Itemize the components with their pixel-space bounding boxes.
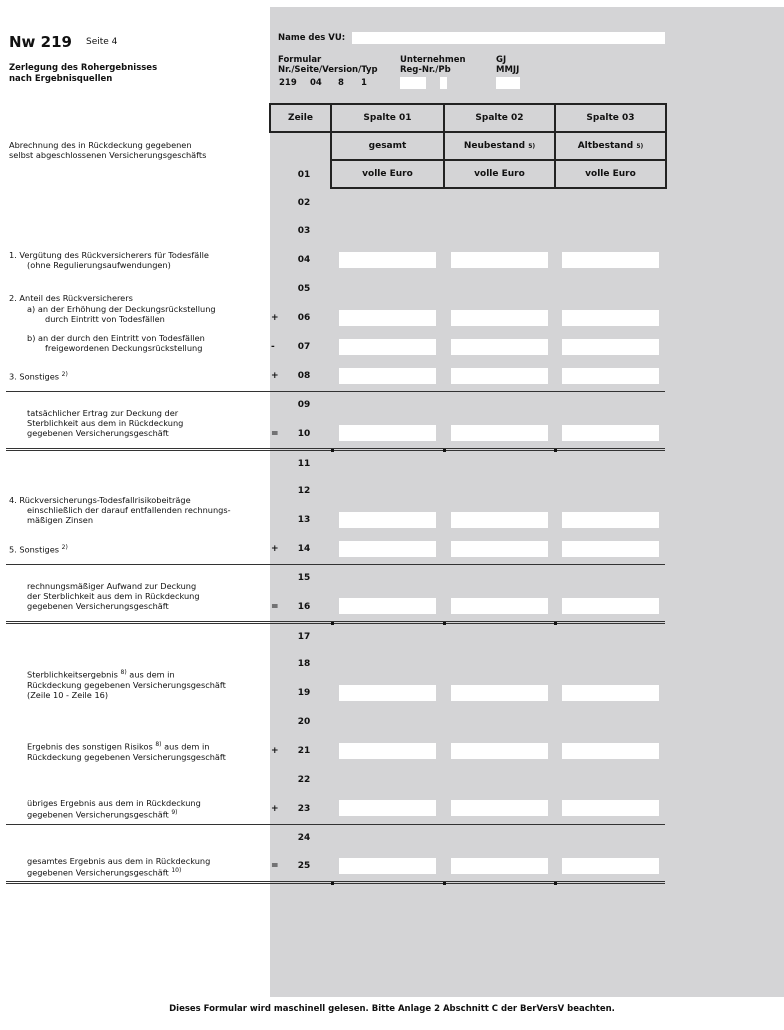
unit-spalte-02: volle Euro <box>443 159 556 189</box>
divider-line <box>6 824 665 825</box>
subheader-gesamt: gesamt <box>330 131 445 161</box>
tick-mark <box>443 882 446 885</box>
row-number-22: 22 <box>297 775 311 785</box>
row-number-25: 25 <box>297 861 311 871</box>
row-number-23: 23 <box>297 804 311 814</box>
sign-row-21: + <box>271 746 279 756</box>
input-row-07-spalte-01[interactable] <box>339 339 436 355</box>
input-row-16-spalte-01[interactable] <box>339 598 436 614</box>
divider-line <box>6 391 665 392</box>
input-row-14-spalte-01[interactable] <box>339 541 436 557</box>
formular-seite-value: 04 <box>310 78 322 88</box>
name-label: Name des VU: <box>278 33 346 43</box>
label-row-16: rechnungsmäßiger Aufwand zur Deckung der Sterblichkeit aus dem in Rückdeckung gegebenen Versicherungsgeschäft <box>27 581 200 611</box>
footer-note: Dieses Formular wird maschinell gelesen. Bitte Anlage 2 Abschnitt C der BerVersV beachten. <box>169 1004 615 1014</box>
label-row-08: 3. Sonstiges $^{2)}$ <box>9 371 68 382</box>
label-row-07: b) an der durch den Eintritt von Todesfällen freigewordenen Deckungsrückstellung <box>27 333 205 353</box>
row-number-02: 02 <box>297 198 311 208</box>
row-number-17: 17 <box>297 632 311 642</box>
input-row-07-spalte-03[interactable] <box>562 339 659 355</box>
unternehmen-label: Unternehmen Reg-Nr./Pb <box>400 55 466 75</box>
input-row-21-spalte-02[interactable] <box>451 743 548 759</box>
label-row-19: Sterblichkeitsergebnis $^{8)}$ aus dem in Rückdeckung gegebenen Versicherungsgeschäft (Zeile 10 - Zeile 16) <box>27 669 226 700</box>
row-number-10: 10 <box>297 429 311 439</box>
row-number-05: 05 <box>297 284 311 294</box>
tick-mark <box>443 622 446 625</box>
tick-mark <box>331 449 334 452</box>
input-row-07-spalte-02[interactable] <box>451 339 548 355</box>
tick-mark <box>554 882 557 885</box>
input-row-23-spalte-01[interactable] <box>339 800 436 816</box>
row-number-19: 19 <box>297 688 311 698</box>
input-row-21-spalte-01[interactable] <box>339 743 436 759</box>
row-number-03: 03 <box>297 226 311 236</box>
sign-row-07: - <box>271 342 275 352</box>
input-row-25-spalte-03[interactable] <box>562 858 659 874</box>
tick-mark <box>443 449 446 452</box>
double-divider-line <box>6 881 665 884</box>
row-number-01: 01 <box>297 170 311 180</box>
row-number-24: 24 <box>297 833 311 843</box>
column-header-spalte-02: Spalte 02 <box>443 103 556 133</box>
input-row-13-spalte-02[interactable] <box>451 512 548 528</box>
name-input[interactable] <box>352 32 665 44</box>
input-row-13-spalte-01[interactable] <box>339 512 436 528</box>
input-row-04-spalte-01[interactable] <box>339 252 436 268</box>
input-row-14-spalte-02[interactable] <box>451 541 548 557</box>
formular-version-value: 8 <box>338 78 344 88</box>
row-number-20: 20 <box>297 717 311 727</box>
input-row-08-spalte-02[interactable] <box>451 368 548 384</box>
row-number-14: 14 <box>297 544 311 554</box>
column-header-spalte-01: Spalte 01 <box>330 103 445 133</box>
column-header-zeile: Zeile <box>269 103 332 133</box>
input-row-23-spalte-02[interactable] <box>451 800 548 816</box>
input-row-08-spalte-01[interactable] <box>339 368 436 384</box>
tick-mark <box>554 622 557 625</box>
input-row-19-spalte-03[interactable] <box>562 685 659 701</box>
row-number-09: 09 <box>297 400 311 410</box>
tick-mark <box>331 622 334 625</box>
row-number-06: 06 <box>297 313 311 323</box>
row-number-04: 04 <box>297 255 311 265</box>
input-row-21-spalte-03[interactable] <box>562 743 659 759</box>
form-subtitle: Zerlegung des Rohergebnisses nach Ergebnisquellen <box>9 63 158 84</box>
subheader-neubestand: Neubestand 5) <box>443 131 556 161</box>
input-row-10-spalte-03[interactable] <box>562 425 659 441</box>
gj-input[interactable] <box>496 77 520 89</box>
reg-nr-input[interactable] <box>400 77 426 89</box>
input-row-16-spalte-03[interactable] <box>562 598 659 614</box>
label-row-23: übriges Ergebnis aus dem in Rückdeckung gegebenen Versicherungsgeschäft $^{9)}$ <box>27 798 201 820</box>
input-row-04-spalte-03[interactable] <box>562 252 659 268</box>
sign-row-23: + <box>271 804 279 814</box>
input-row-10-spalte-01[interactable] <box>339 425 436 441</box>
input-row-19-spalte-02[interactable] <box>451 685 548 701</box>
label-row-21: Ergebnis des sonstigen Risikos $^{8)}$ aus dem in Rückdeckung gegebenen Versicherungsgeschäft <box>27 741 226 762</box>
unit-spalte-03: volle Euro <box>554 159 667 189</box>
sign-row-06: + <box>271 313 279 323</box>
label-row-13: 4. Rückversicherungs-Todesfallrisikobeiträge einschließlich der darauf entfallenden rechnungs- mäßigen Zinsen <box>9 495 231 525</box>
tick-mark <box>331 882 334 885</box>
sign-row-14: + <box>271 544 279 554</box>
tick-mark <box>554 449 557 452</box>
double-divider-line <box>6 448 665 451</box>
formular-nr-value: 219 <box>279 78 297 88</box>
row-number-07: 07 <box>297 342 311 352</box>
input-row-16-spalte-02[interactable] <box>451 598 548 614</box>
row-number-16: 16 <box>297 602 311 612</box>
sign-row-25: = <box>271 861 279 871</box>
input-row-10-spalte-02[interactable] <box>451 425 548 441</box>
pb-input[interactable] <box>440 77 447 89</box>
sign-row-08: + <box>271 371 279 381</box>
row-number-13: 13 <box>297 515 311 525</box>
label-row-05: 2. Anteil des Rückversicherers <box>9 293 133 303</box>
input-row-19-spalte-01[interactable] <box>339 685 436 701</box>
gj-label: GJ MMJJ <box>496 55 520 75</box>
row-number-15: 15 <box>297 573 311 583</box>
input-row-04-spalte-02[interactable] <box>451 252 548 268</box>
label-row-25: gesamtes Ergebnis aus dem in Rückdeckung gegebenen Versicherungsgeschäft $^{10)}$ <box>27 856 211 878</box>
input-row-06-spalte-01[interactable] <box>339 310 436 326</box>
label-row-10: tatsächlicher Ertrag zur Deckung der Sterblichkeit aus dem in Rückdeckung gegebenen Versicherungsgeschäft <box>27 408 184 438</box>
input-row-06-spalte-03[interactable] <box>562 310 659 326</box>
input-row-08-spalte-03[interactable] <box>562 368 659 384</box>
row-number-21: 21 <box>297 746 311 756</box>
intro-text: Abrechnung des in Rückdeckung gegebenen selbst abgeschlossenen Versicherungsgeschäfts <box>9 140 207 160</box>
subheader-altbestand: Altbestand 5) <box>554 131 667 161</box>
input-row-25-spalte-01[interactable] <box>339 858 436 874</box>
column-header-spalte-03: Spalte 03 <box>554 103 667 133</box>
unit-spalte-01: volle Euro <box>330 159 445 189</box>
divider-line <box>6 564 665 565</box>
input-row-14-spalte-03[interactable] <box>562 541 659 557</box>
sign-row-16: = <box>271 602 279 612</box>
double-divider-line <box>6 621 665 624</box>
label-row-06: a) an der Erhöhung der Deckungsrückstellung durch Eintritt von Todesfällen <box>27 304 216 324</box>
formular-typ-value: 1 <box>361 78 367 88</box>
formular-label: Formular Nr./Seite/Version/Typ <box>278 55 378 75</box>
input-row-23-spalte-03[interactable] <box>562 800 659 816</box>
row-number-08: 08 <box>297 371 311 381</box>
input-row-06-spalte-02[interactable] <box>451 310 548 326</box>
row-number-18: 18 <box>297 659 311 669</box>
input-row-13-spalte-03[interactable] <box>562 512 659 528</box>
row-number-12: 12 <box>297 486 311 496</box>
row-number-11: 11 <box>297 459 311 469</box>
sign-row-10: = <box>271 429 279 439</box>
label-row-04: 1. Vergütung des Rückversicherers für Todesfälle (ohne Regulierungsaufwendungen) <box>9 250 209 270</box>
form-code: Nw 219 <box>9 33 72 51</box>
input-row-25-spalte-02[interactable] <box>451 858 548 874</box>
page-indicator: Seite 4 <box>86 37 118 47</box>
label-row-14: 5. Sonstiges $^{2)}$ <box>9 544 68 555</box>
